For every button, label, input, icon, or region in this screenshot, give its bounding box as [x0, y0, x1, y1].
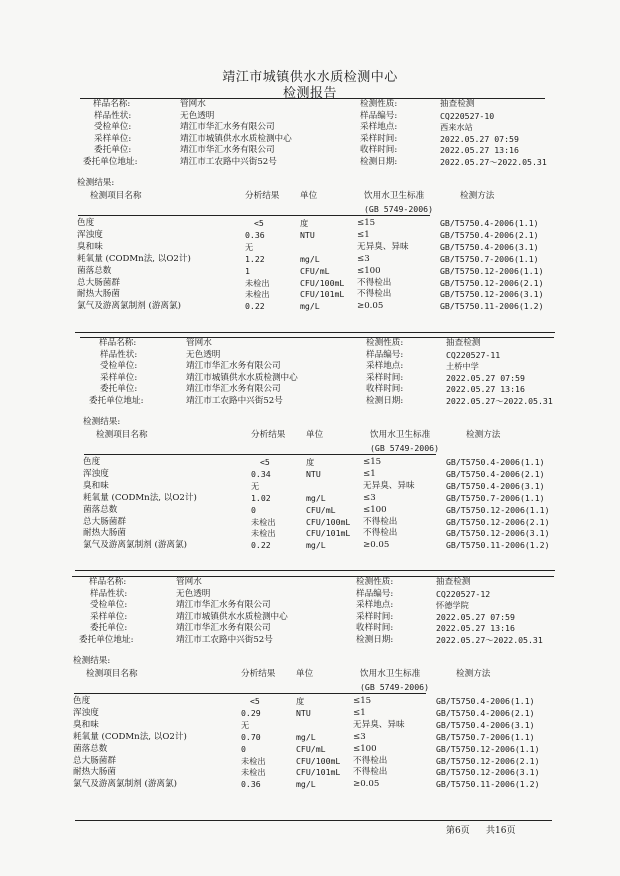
row-method: GB/T5750.12-2006(1.1)	[446, 504, 550, 515]
value-sample-nature: 无色透明	[186, 349, 221, 360]
value-receive-time: 2022.05.27 13:16	[440, 145, 519, 155]
row-method: GB/T5750.4-2006(3.1)	[436, 719, 535, 730]
row-unit: 度	[296, 696, 305, 706]
row-result: 1.22	[245, 253, 265, 264]
section-separator-rule	[75, 332, 555, 333]
row-result: 0.22	[251, 540, 271, 551]
label-test-date: 检测日期:	[360, 156, 398, 167]
value-client-inspected: 靖江市华汇水务有限公司	[180, 122, 275, 132]
row-result: <5	[254, 218, 264, 228]
row-standard: ≤15	[363, 457, 382, 467]
label-sampling-site: 采样地点:	[366, 361, 404, 371]
row-standard: ≥0.05	[353, 779, 380, 790]
row-method: GB/T5750.11-2006(1.2)	[440, 301, 544, 312]
row-result: 1	[245, 265, 250, 276]
row-item-name: 氯气及游离氯制剂 (游离氯)	[77, 301, 181, 312]
label-sample-name: 样品名称:	[93, 99, 131, 109]
row-method: GB/T5750.7-2006(1.1)	[436, 731, 535, 742]
label-sample-no: 样品编号:	[366, 349, 404, 360]
row-method: GB/T5750.12-2006(2.1)	[446, 516, 550, 527]
row-item-name: 色度	[83, 457, 101, 467]
label-test-nature: 检测性质:	[356, 577, 394, 587]
col-header-result: 分析结果	[241, 669, 276, 679]
row-unit: CFU/101mL	[306, 528, 351, 539]
value-receive-time: 2022.05.27 13:16	[446, 384, 525, 394]
row-item-name: 臭和味	[77, 241, 103, 252]
value-sampling-unit: 靖江市城镇供水水质检测中心	[186, 372, 298, 383]
label-test-date: 检测日期:	[366, 395, 404, 406]
row-standard: ≥0.05	[357, 301, 384, 312]
row-unit: NTU	[296, 707, 311, 718]
row-standard: ≤15	[353, 696, 372, 706]
page-number: 第6页	[446, 826, 470, 836]
row-unit: NTU	[306, 468, 321, 479]
row-standard: ≤3	[363, 492, 376, 503]
value-sampling-time: 2022.05.27 07:59	[446, 372, 525, 383]
col-header-method: 检测方法	[456, 669, 491, 679]
row-unit: mg/L	[296, 779, 316, 790]
col-header-standard: 饮用水卫生标准	[370, 430, 431, 440]
row-item-name: 耗氧量 (CODMn法, 以O2计)	[83, 492, 197, 503]
value-receive-time: 2022.05.27 13:16	[436, 623, 515, 633]
row-method: GB/T5750.12-2006(3.1)	[436, 767, 540, 778]
row-method: GB/T5750.4-2006(1.1)	[440, 218, 539, 228]
col-header-item: 检测项目名称	[90, 191, 142, 201]
row-item-name: 菌落总数	[83, 504, 118, 515]
value-sample-nature: 无色透明	[176, 588, 211, 599]
row-method: GB/T5750.4-2006(2.1)	[446, 468, 545, 479]
value-test-date: 2022.05.27～2022.05.31	[446, 395, 553, 406]
value-entrusting-unit: 靖江市华汇水务有限公司	[180, 145, 275, 155]
row-standard: ≤100	[357, 265, 381, 276]
row-item-name: 总大肠菌群	[77, 277, 120, 288]
label-client-inspected: 受检单位:	[100, 361, 138, 371]
section-top-rule	[80, 337, 554, 338]
row-result: 未检出	[245, 289, 270, 300]
row-item-name: 氯气及游离氯制剂 (游离氯)	[83, 540, 187, 551]
row-unit: CFU/101mL	[300, 289, 345, 300]
label-sampling-unit: 采样单位:	[100, 372, 138, 383]
row-unit: mg/L	[306, 492, 326, 503]
label-sampling-site: 采样地点:	[360, 122, 398, 132]
value-entrusting-unit: 靖江市华汇水务有限公司	[176, 623, 271, 633]
label-receive-time: 收样时间:	[366, 384, 404, 394]
value-client-inspected: 靖江市华汇水务有限公司	[176, 600, 271, 610]
section-top-rule	[72, 576, 554, 577]
col-header-item: 检测项目名称	[86, 669, 138, 679]
row-standard: 无异臭、异味	[357, 241, 409, 252]
table-header-rule	[84, 454, 436, 455]
row-unit: 度	[306, 457, 315, 467]
row-method: GB/T5750.12-2006(3.1)	[440, 289, 544, 300]
row-standard: 不得检出	[353, 755, 388, 766]
row-unit: CFU/mL	[300, 265, 330, 276]
row-unit: mg/L	[306, 540, 326, 551]
row-unit: 度	[300, 218, 309, 228]
label-sampling-time: 采样时间:	[356, 611, 394, 622]
row-method: GB/T5750.12-2006(3.1)	[446, 528, 550, 539]
report-title: 靖江市城镇供水水质检测中心	[222, 70, 398, 85]
row-standard: ≤3	[353, 731, 366, 742]
col-header-standard-code: (GB 5749-2006)	[364, 204, 434, 214]
label-test-nature: 检测性质:	[360, 99, 398, 109]
row-result: 无	[251, 480, 260, 491]
value-sample-no: CQ220527-10	[440, 110, 495, 121]
row-standard: ≤100	[353, 743, 377, 754]
row-result: 未检出	[241, 767, 266, 778]
row-method: GB/T5750.4-2006(2.1)	[440, 229, 539, 240]
value-entrusting-address: 靖江市工农路中兴街52号	[180, 156, 277, 167]
label-test-date: 检测日期:	[356, 634, 394, 645]
page-total: 共16页	[486, 826, 516, 836]
label-client-inspected: 受检单位:	[94, 122, 132, 132]
label-sample-name: 样品名称:	[99, 338, 137, 348]
table-header-rule	[78, 215, 430, 216]
label-test-nature: 检测性质:	[366, 338, 404, 348]
label-entrusting-unit: 委托单位:	[100, 384, 138, 394]
value-sample-name: 管网水	[180, 99, 206, 109]
label-sample-nature: 样品性状:	[94, 110, 132, 121]
row-result: 未检出	[251, 528, 276, 539]
row-item-name: 色度	[73, 696, 91, 706]
row-method: GB/T5750.4-2006(2.1)	[436, 707, 535, 718]
label-sample-no: 样品编号:	[360, 110, 398, 121]
value-client-inspected: 靖江市华汇水务有限公司	[186, 361, 281, 371]
label-entrusting-address: 委托单位地址:	[79, 634, 134, 645]
row-result: <5	[260, 457, 270, 467]
value-sample-name: 管网水	[176, 577, 202, 587]
label-sample-nature: 样品性状:	[90, 588, 128, 599]
row-standard: ≤1	[363, 468, 376, 479]
col-header-standard-code: (GB 5749-2006)	[370, 443, 440, 453]
row-item-name: 耐热大肠菌	[77, 289, 120, 300]
value-sampling-site: 土桥中学	[446, 361, 479, 371]
row-method: GB/T5750.4-2006(1.1)	[446, 457, 545, 467]
label-client-inspected: 受检单位:	[90, 600, 128, 610]
value-sample-name: 管网水	[186, 338, 212, 348]
value-sampling-unit: 靖江市城镇供水水质检测中心	[176, 611, 288, 622]
row-result: 未检出	[245, 277, 270, 288]
label-entrusting-address: 委托单位地址:	[83, 156, 138, 167]
row-method: GB/T5750.12-2006(2.1)	[440, 277, 544, 288]
value-entrusting-address: 靖江市工农路中兴街52号	[176, 634, 273, 645]
label-sampling-site: 采样地点:	[356, 600, 394, 610]
row-method: GB/T5750.12-2006(1.1)	[436, 743, 540, 754]
value-sampling-site: 怀德学院	[436, 600, 469, 610]
row-method: GB/T5750.11-2006(1.2)	[436, 779, 540, 790]
row-item-name: 色度	[77, 218, 95, 228]
value-sampling-time: 2022.05.27 07:59	[436, 611, 515, 622]
report-subtitle: 检测报告	[282, 86, 337, 101]
row-item-name: 耗氧量 (CODMn法, 以O2计)	[77, 253, 191, 264]
label-receive-time: 收样时间:	[360, 145, 398, 155]
row-method: GB/T5750.7-2006(1.1)	[440, 253, 539, 264]
row-item-name: 氯气及游离氯制剂 (游离氯)	[73, 779, 177, 790]
label-sample-name: 样品名称:	[89, 577, 127, 587]
row-method: GB/T5750.4-2006(3.1)	[446, 480, 545, 491]
row-item-name: 浑浊度	[73, 707, 99, 718]
row-unit: mg/L	[296, 731, 316, 742]
row-item-name: 菌落总数	[73, 743, 108, 754]
row-standard: ≤1	[357, 229, 370, 240]
row-method: GB/T5750.12-2006(2.1)	[436, 755, 540, 766]
label-entrusting-address: 委托单位地址:	[89, 395, 144, 406]
col-header-method: 检测方法	[460, 191, 495, 201]
row-result: <5	[250, 696, 260, 706]
row-method: GB/T5750.11-2006(1.2)	[446, 540, 550, 551]
row-standard: 无异臭、异味	[353, 719, 405, 730]
col-header-result: 分析结果	[251, 430, 286, 440]
col-header-item: 检测项目名称	[96, 430, 148, 440]
row-result: 未检出	[251, 516, 276, 527]
value-sampling-unit: 靖江市城镇供水水质检测中心	[180, 133, 292, 144]
row-unit: NTU	[300, 229, 315, 240]
value-sampling-time: 2022.05.27 07:59	[440, 133, 519, 144]
row-standard: 不得检出	[357, 289, 392, 300]
row-item-name: 耗氧量 (CODMn法, 以O2计)	[73, 731, 187, 742]
col-header-unit: 单位	[300, 191, 318, 201]
value-test-date: 2022.05.27～2022.05.31	[440, 156, 547, 167]
row-result: 0	[241, 743, 246, 754]
row-unit: mg/L	[300, 253, 320, 264]
row-item-name: 臭和味	[73, 719, 99, 730]
table-header-rule	[74, 693, 426, 694]
row-result: 0.36	[241, 779, 261, 790]
row-method: GB/T5750.7-2006(1.1)	[446, 492, 545, 503]
row-unit: CFU/101mL	[296, 767, 341, 778]
col-header-unit: 单位	[306, 430, 324, 440]
label-sampling-unit: 采样单位:	[94, 133, 132, 144]
label-sampling-time: 采样时间:	[360, 133, 398, 144]
row-result: 未检出	[241, 755, 266, 766]
row-unit: CFU/100mL	[306, 516, 351, 527]
row-result: 1.02	[251, 492, 271, 503]
value-sample-no: CQ220527-12	[436, 588, 491, 599]
col-header-unit: 单位	[296, 669, 314, 679]
label-sampling-unit: 采样单位:	[90, 611, 128, 622]
row-standard: 不得检出	[353, 767, 388, 778]
row-unit: CFU/mL	[296, 743, 326, 754]
label-sampling-time: 采样时间:	[366, 372, 404, 383]
col-header-standard: 饮用水卫生标准	[364, 191, 425, 201]
row-unit: CFU/100mL	[296, 755, 341, 766]
value-test-nature: 抽查检测	[446, 338, 481, 348]
results-heading: 检测结果:	[73, 656, 111, 666]
label-sample-nature: 样品性状:	[100, 349, 138, 360]
row-item-name: 臭和味	[83, 480, 109, 491]
value-entrusting-address: 靖江市工农路中兴街52号	[186, 395, 283, 406]
results-heading: 检测结果:	[77, 178, 115, 188]
col-header-result: 分析结果	[245, 191, 280, 201]
row-item-name: 总大肠菌群	[83, 516, 126, 527]
row-standard: ≤100	[363, 504, 387, 515]
row-result: 0.34	[251, 468, 271, 479]
value-sample-no: CQ220527-11	[446, 349, 501, 360]
value-sample-nature: 无色透明	[180, 110, 215, 121]
row-standard: 不得检出	[363, 528, 398, 539]
row-method: GB/T5750.4-2006(1.1)	[436, 696, 535, 706]
label-entrusting-unit: 委托单位:	[90, 623, 128, 633]
row-item-name: 浑浊度	[77, 229, 103, 240]
row-result: 无	[245, 241, 254, 252]
row-result: 无	[241, 719, 250, 730]
row-standard: ≤3	[357, 253, 370, 264]
value-sampling-site: 西来水站	[440, 122, 473, 132]
row-item-name: 菌落总数	[77, 265, 112, 276]
section-separator-rule	[75, 570, 555, 571]
row-result: 0	[251, 504, 256, 515]
row-result: 0.36	[245, 229, 265, 240]
row-standard: 无异臭、异味	[363, 480, 415, 491]
label-entrusting-unit: 委托单位:	[94, 145, 132, 155]
value-test-date: 2022.05.27～2022.05.31	[436, 634, 543, 645]
value-entrusting-unit: 靖江市华汇水务有限公司	[186, 384, 281, 394]
results-heading: 检测结果:	[83, 417, 121, 427]
section-top-rule	[80, 98, 545, 99]
row-method: GB/T5750.4-2006(3.1)	[440, 241, 539, 252]
col-header-standard-code: (GB 5749-2006)	[360, 682, 430, 692]
row-item-name: 浑浊度	[83, 468, 109, 479]
row-unit: mg/L	[300, 301, 320, 312]
row-unit: CFU/mL	[306, 504, 336, 515]
col-header-standard: 饮用水卫生标准	[360, 669, 421, 679]
row-method: GB/T5750.12-2006(1.1)	[440, 265, 544, 276]
value-test-nature: 抽查检测	[440, 99, 475, 109]
value-test-nature: 抽查检测	[436, 577, 471, 587]
row-standard: ≤15	[357, 218, 376, 228]
page-bottom-rule	[75, 820, 552, 821]
row-item-name: 总大肠菌群	[73, 755, 116, 766]
label-sample-no: 样品编号:	[356, 588, 394, 599]
row-result: 0.29	[241, 707, 261, 718]
row-standard: ≥0.05	[363, 540, 390, 551]
col-header-method: 检测方法	[466, 430, 501, 440]
row-result: 0.70	[241, 731, 261, 742]
row-standard: 不得检出	[363, 516, 398, 527]
row-standard: ≤1	[353, 707, 366, 718]
label-receive-time: 收样时间:	[356, 623, 394, 633]
row-result: 0.22	[245, 301, 265, 312]
row-standard: 不得检出	[357, 277, 392, 288]
row-item-name: 耐热大肠菌	[83, 528, 126, 539]
row-unit: CFU/100mL	[300, 277, 345, 288]
row-item-name: 耐热大肠菌	[73, 767, 116, 778]
